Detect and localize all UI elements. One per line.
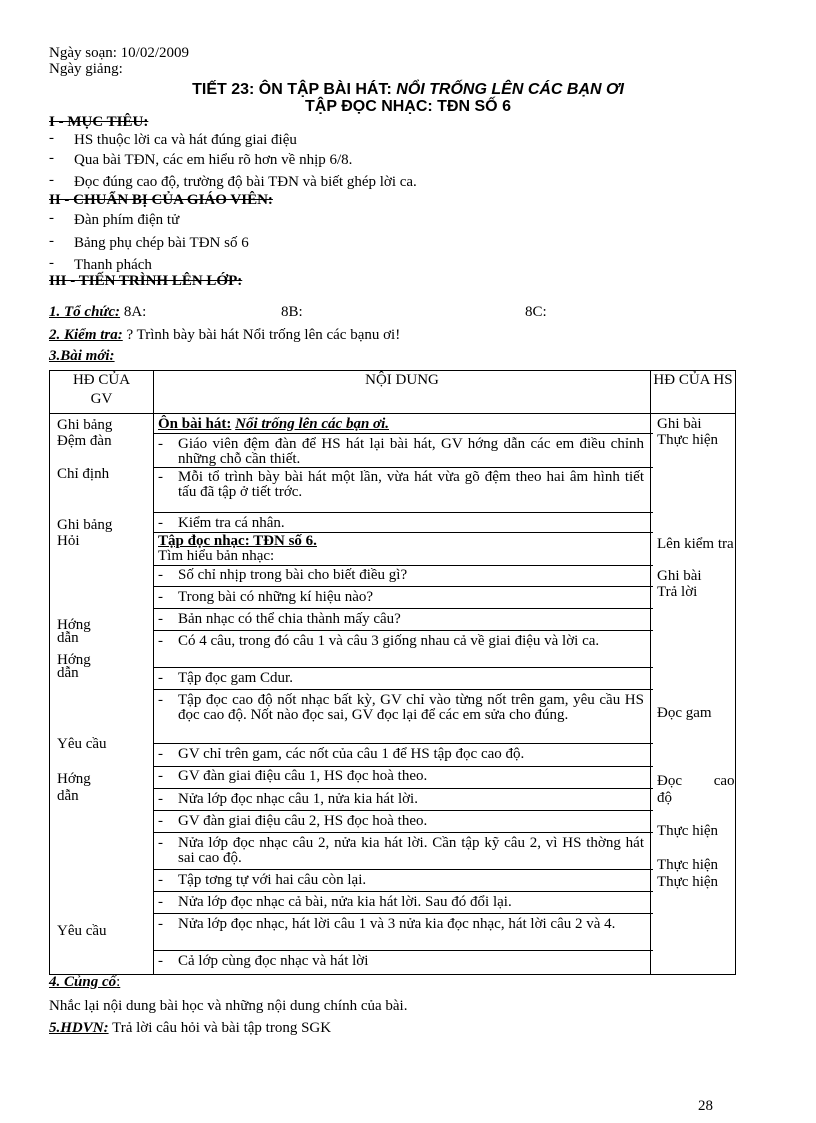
kiem-tra-line [49,327,400,344]
gv-action: Ghi bảng [57,517,113,533]
content-item: - GV đàn giai điệu câu 1, HS đọc hoà theo. [158,768,428,784]
hs-action: Đọc cao độ [657,773,735,806]
bai-moi-label: 3.Bài mới: [49,348,115,364]
title-prefix: TIẾT 23: ÔN TẬP BÀI HÁT: [192,81,392,98]
gv-action: Hỏi [57,533,80,549]
content-item: - GV chỉ trên gam, các nốt của câu 1 để HS tập đọc cao độ. [158,746,525,762]
hs-action: Lên kiểm tra [657,536,734,552]
objective-item: - Qua bài TĐN, các em hiểu rõ hơn về nhịp 6/8. [49,151,352,170]
kiem-tra-text: ? Trình bày bài hát Nổi trống lên các bạnu ơi! [126,327,401,343]
col-header-hs: HĐ CỦA HS [651,371,736,414]
content-item: - Nửa lớp đọc nhạc cả bài, nửa kia hát lời. Sau đó đổi lại. [158,894,512,910]
gv-action: Đệm đàn [57,433,112,449]
objective-item: - HS thuộc lời ca và hát đúng giai điệu [49,131,297,150]
kiem-tra-label: 2. Kiểm tra: [49,327,123,343]
hs-action: Thực hiện [657,823,719,839]
hdvn-text: Trả lời câu hỏi và bài tập trong SGK [112,1020,332,1036]
title-song: NỔI TRỐNG LÊN CÁC BẠN ƠI [396,81,624,98]
content-item: - Tập đọc cao độ nốt nhạc bất kỳ, GV chỉ vào từng nốt trên gam, yêu cầu HS đọc cao độ. Nốt nào đọc sai, GV đọc lại để các em sửa cho đúng. [158,692,644,723]
gv-action: Yêu cầu [57,923,107,939]
content-item: - Kiểm tra cá nhân. [158,515,285,531]
section2-heading: II - CHUẨN BỊ CỦA GIÁO VIÊN: [49,192,273,208]
col-header-content: NỘI DUNG [154,371,651,414]
section1-heading: I - MỤC TIÊU: [49,114,149,130]
gv-action: Chỉ định [57,466,110,482]
to-chuc-label: 1. Tổ chức: [49,304,121,320]
cung-co-text: Nhắc lại nội dung bài học và những nội dung chính của bài. [49,998,408,1014]
hs-action: Đọc gam [657,705,712,721]
tdn-heading: Tập đọc nhạc: TĐN số 6. [158,533,317,549]
class-8a: 8A: [123,304,147,320]
class-8c: 8C: [525,304,547,320]
gv-column [50,414,153,974]
content-item: - Trong bài có những kí hiệu nào? [158,589,374,605]
page-number: 28 [698,1098,713,1114]
content-item: - Cả lớp cùng đọc nhạc và hát lời [158,953,369,969]
hs-column [651,414,735,974]
on-bai-heading: Ôn bài hát: Nổi trống lên các bạn ơi. [158,416,389,432]
hs-action: Ghi bài [657,568,702,584]
gv-action: Hớng dẫn [57,652,91,681]
class-8b: 8B: [281,304,303,320]
content-item: - Giáo viên đệm đàn để HS hát lại bài hát, GV hớng dẫn các em điều chỉnh những chỗ cần thiết. [158,436,644,467]
gv-action: Yêu cầu [57,736,107,752]
hdvn-label: 5.HDVN: [49,1020,109,1036]
prep-item: - Đàn phím điện tử [49,211,179,230]
to-chuc-line [49,304,146,321]
hs-action: Thực hiện [657,857,719,873]
objective-item: - Đọc đúng cao độ, trường độ bài TĐN và biết ghép lời ca. [49,173,417,192]
cung-co-label: 4. Củng cố: [49,974,121,990]
content-item: - Nửa lớp đọc nhạc câu 2, nửa kia hát lời. Cần tập kỹ câu 2, vì HS thờng hát sai cao độ. [158,835,644,866]
content-item: - Nửa lớp đọc nhạc, hát lời câu 1 và 3 nửa kia đọc nhạc, hát lời câu 2 và 4. [158,916,616,932]
content-item: - Số chỉ nhịp trong bài cho biết điều gì? [158,567,408,583]
prep-item: - Bảng phụ chép bài TĐN số 6 [49,234,249,253]
hs-action: Thực hiện [657,432,719,448]
section3-heading: III - TIẾN TRÌNH LÊN LỚP: [49,273,243,289]
content-item: - Tập tơng tự với hai câu còn lại. [158,872,367,888]
content-item: - Nửa lớp đọc nhạc câu 1, nửa kia hát lời. [158,791,418,807]
hdvn-line [49,1020,331,1037]
hs-action: Thực hiện [657,874,719,890]
content-column [154,414,650,974]
content-item: - Tập đọc gam Cdur. [158,670,293,686]
lesson-table [49,370,736,975]
tdn-subheading: Tìm hiểu bản nhạc: [158,548,275,564]
hs-action: Ghi bài [657,416,702,432]
col-header-gv: HĐ CỦA GV [50,371,154,414]
gv-action: Ghi bảng [57,417,113,433]
content-item: - Có 4 câu, trong đó câu 1 và câu 3 giống nhau cả về giai điệu và lời ca. [158,633,600,649]
gv-action: Hớng dẫn [57,771,91,804]
page-subtitle: TẬP ĐỌC NHẠC: TĐN SỐ 6 [305,98,511,115]
content-item: - Bản nhạc có thể chia thành mấy câu? [158,611,401,627]
content-item: - Mỗi tổ trình bày bài hát một lần, vừa hát vừa gõ đệm theo hai âm hình tiết tấu đã tập ở tiết trớc. [158,469,644,500]
ngay-giang: Ngày giảng: [49,61,123,77]
hs-action: Trả lời [657,584,698,600]
ngay-soan: Ngày soạn: 10/02/2009 [49,45,189,61]
content-item: - GV đàn giai điệu câu 2, HS đọc hoà theo. [158,813,428,829]
page-title [0,81,816,98]
gv-action: Hớng dẫn [57,617,91,646]
prep-item: - Thanh phách [49,256,152,275]
